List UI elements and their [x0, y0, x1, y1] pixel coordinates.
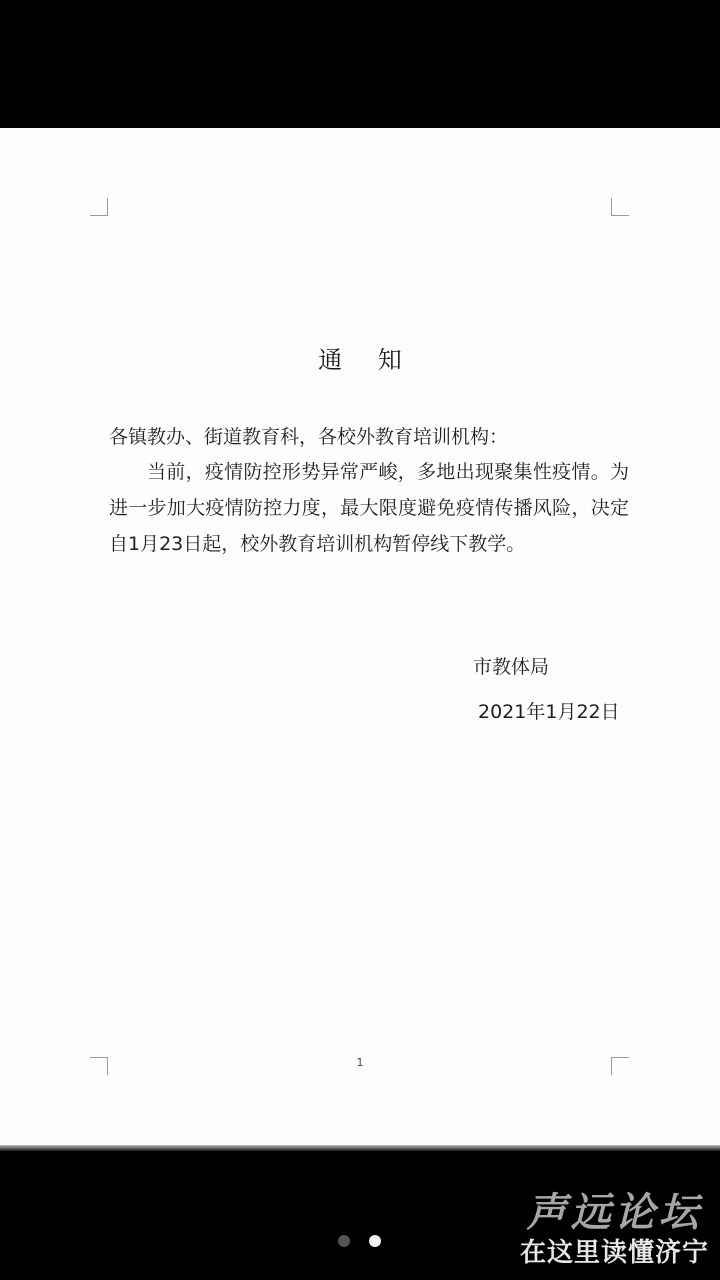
notice-paragraph: 当前，疫情防控形势异常严峻，多地出现聚集性疫情。为进一步加大疫情防控力度，最大限度避免疫情传播风险，决定自1月23日起，校外教育培训机构暂停线下教学。 [109, 461, 629, 555]
notice-date: 2021年1月22日 [478, 701, 620, 723]
forum-watermark-logo [512, 1190, 717, 1276]
crop-mark-top-right [611, 198, 629, 216]
watermark-line-2: 在这里读懂济宁 [519, 1238, 709, 1268]
notice-salutation: 各镇教办、街道教育科，各校外教育培训机构： [109, 426, 509, 448]
pager-dot-2-active[interactable] [369, 1235, 381, 1247]
watermark-line-1: 声远论坛 [526, 1190, 703, 1236]
document-page [0, 128, 720, 1145]
notice-title: 通 知 [318, 346, 416, 374]
page-number: 1 [356, 1056, 364, 1069]
notice-issuer: 市教体局 [473, 656, 550, 678]
pager-dot-1[interactable] [338, 1235, 350, 1247]
top-black-bar [0, 0, 720, 128]
crop-mark-top-left [90, 198, 108, 216]
